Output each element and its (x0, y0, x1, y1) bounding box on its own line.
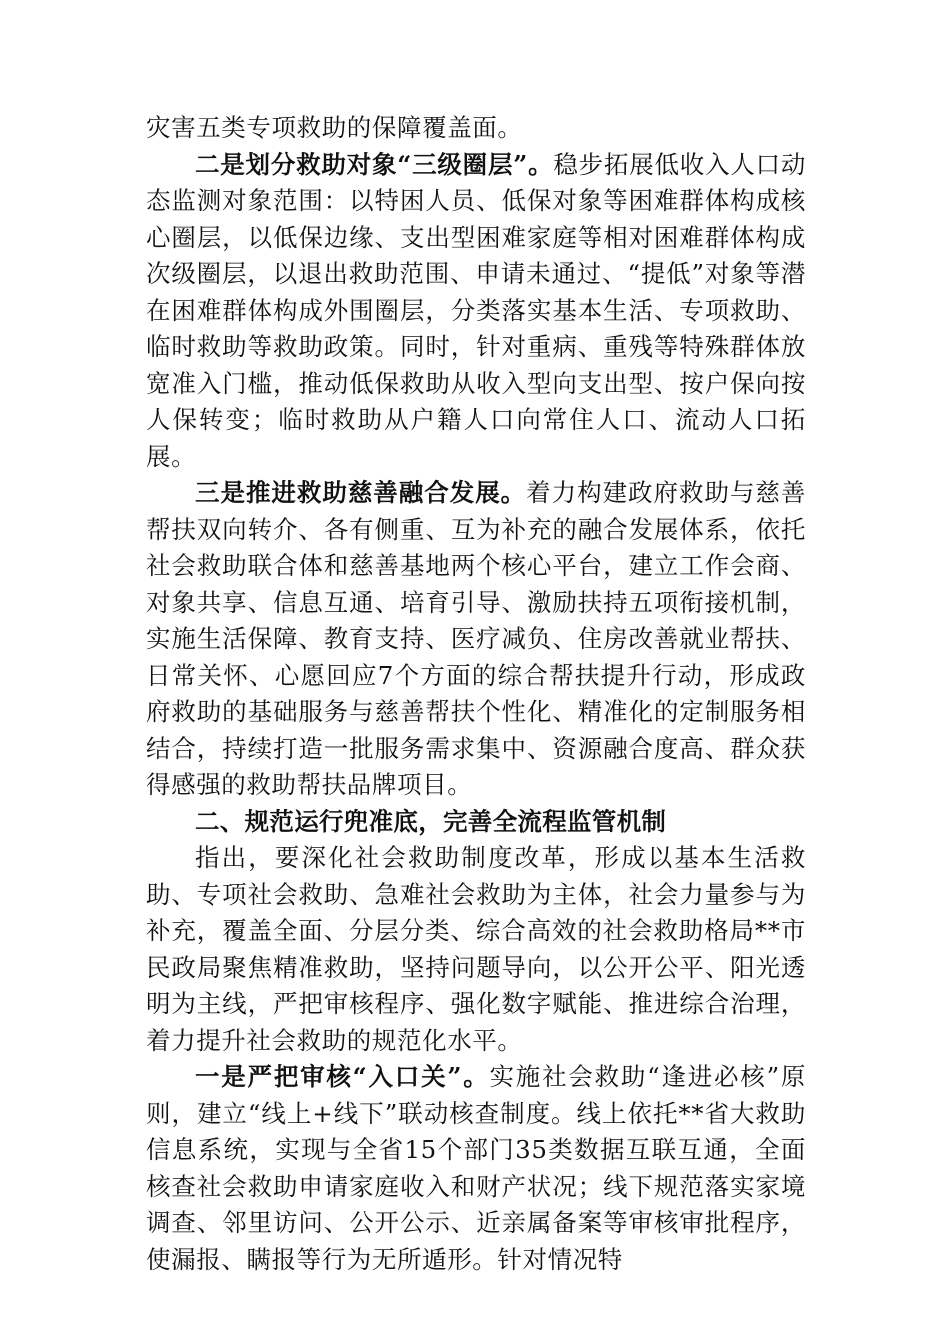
paragraph-lead: 三是推进救助慈善融合发展。 (195, 478, 527, 507)
paragraph-text: 着力构建政府救助与慈善帮扶双向转介、各有侧重、互为补充的融合发展体系，依托社会救助联合体和慈善基地两个核心平台，建立工作会商、对象共享、信息互通、培育引导、激励扶持五项衔接机制，实施生活保障、教育支持、医疗减负、住房改善就业帮扶、日常关怀、心愿回应7个方面的综合帮扶提升行动，形成政府救助的基础服务与慈善帮扶个性化、精准化的定制服务相结合，持续打造一批服务需求集中、资源融合度高、群众获得感强的救助帮扶品牌项目。 (146, 478, 806, 799)
paragraph-text: 灾害五类专项救助的保障覆盖面。 (146, 113, 523, 142)
paragraph-reform (146, 840, 806, 1059)
paragraph-text: 指出，要深化社会救助制度改革，形成以基本生活救助、专项社会救助、急难社会救助为主体，社会力量参与为补充，覆盖全面、分层分类、综合高效的社会救助格局**市民政局聚焦精准救助，坚持问题导向，以公开公平、阳光透明为主线，严把审核程序、强化数字赋能、推进综合治理，着力提升社会救助的规范化水平。 (146, 843, 806, 1055)
document-body (146, 110, 806, 1278)
paragraph-entry-review (146, 1059, 806, 1278)
paragraph-three-circles (146, 147, 806, 476)
paragraph-lead: 二是划分救助对象“三级圈层”。 (195, 149, 554, 179)
paragraph-text: 实施社会救助“逢进必核”原则，建立“线上+线下”联动核查制度。线上依托**省大救助信息系统，实现与全省15个部门35类数据互联互通，全面核查社会救助申请家庭收入和财产状况；线下规范落实家境调查、邻里访问、公开公示、近亲属备案等审核审批程序，使漏报、瞒报等行为无所遁形。针对情况特 (146, 1062, 806, 1274)
paragraph-text: 稳步拓展低收入人口动态监测对象范围：以特困人员、低保对象等困难群体构成核心圈层，以低保边缘、支出型困难家庭等相对困难群体构成次级圈层，以退出救助范围、申请未通过、“提低”对象等潜在困难群体构成外围圈层，分类落实基本生活、专项救助、临时救助等救助政策。同时，针对重病、重残等特殊群体放宽准入门槛，推动低保救助从收入型向支出型、按户保向按人保转变；临时救助从户籍人口向常住人口、流动人口拓展。 (146, 149, 807, 471)
paragraph-charity-integration (146, 475, 806, 804)
section-heading: 二、规范运行兜准底，完善全流程监管机制 (195, 806, 667, 836)
paragraph-lead: 一是严把审核“入口关”。 (195, 1062, 490, 1091)
paragraph-continuation (146, 110, 806, 147)
